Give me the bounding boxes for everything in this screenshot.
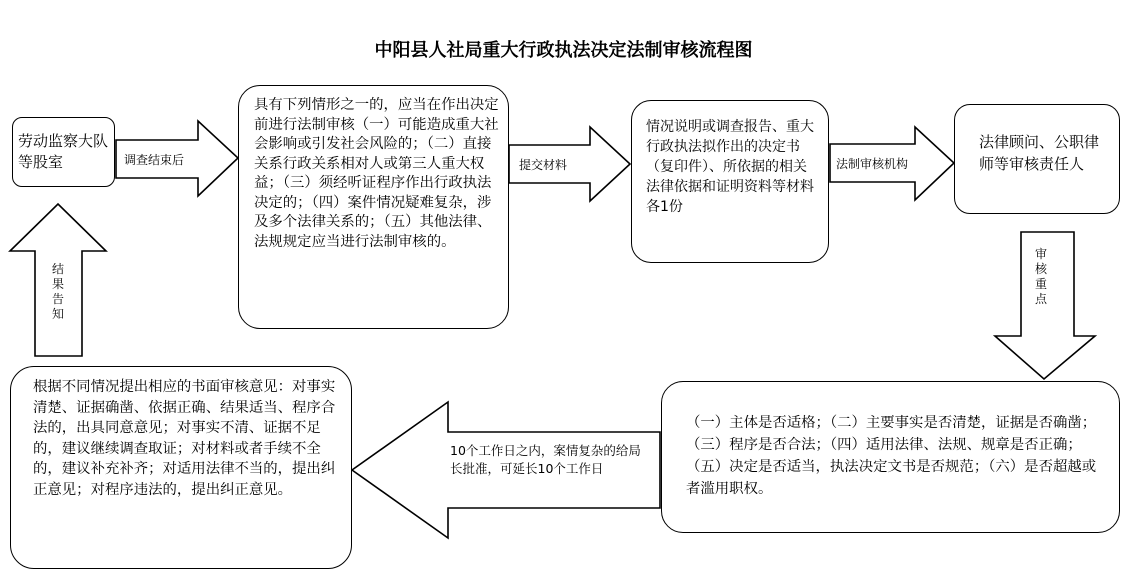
label-time-limit: 10个工作日之内，案情复杂的给局长批准，可延长10个工作日 <box>450 443 641 476</box>
conditions-box: 具有下列情形之一的，应当在作出决定前进行法制审核（一）可能造成重大社会影响或引发社会风险的；（二）直接关系行政关系相对人或第三人重大权益；（三）须经听证程序作出行政执法决定的；（四）案件情况疑难复杂，涉及多个法律关系的；（五）其他法律、法规规定应当进行法制审核的。 <box>238 85 509 329</box>
label-review-focus: 审核重点 <box>1034 247 1047 306</box>
dept-box: 劳动监察大队等股室 <box>12 117 115 187</box>
label-after-investigation: 调查结束后 <box>124 153 185 167</box>
label-submit-materials: 提交材料 <box>519 158 568 172</box>
opinions-box: 根据不同情况提出相应的书面审核意见：对事实清楚、证据确凿、依据正确、结果适当、程序合法的，出具同意意见；对事实不清、证据不足的，建议继续调查取证；对材料或者手续不全的，建议补充补齐；对适用法律不当的，提出纠正意见；对程序违法的，提出纠正意见。 <box>10 366 352 569</box>
label-notify-result: 结果告知 <box>51 262 64 321</box>
review-points-box: （一）主体是否适格；（二）主要事实是否清楚，证据是否确凿；（三）程序是否合法；（四）适用法律、法规、规章是否正确；（五）决定是否适当，执法决定文书是否规范；（六）是否超越或者滥用职权。 <box>661 381 1120 533</box>
page-title: 中阳县人社局重大行政执法决定法制审核流程图 <box>374 40 753 61</box>
label-legal-review-body: 法制审核机构 <box>836 157 909 171</box>
materials-box: 情况说明或调查报告、重大行政执法拟作出的决定书（复印件）、所依据的相关法律依据和证明资料等材料各1份 <box>631 100 829 263</box>
reviewer-box: 法律顾问、公职律师等审核责任人 <box>954 104 1120 214</box>
